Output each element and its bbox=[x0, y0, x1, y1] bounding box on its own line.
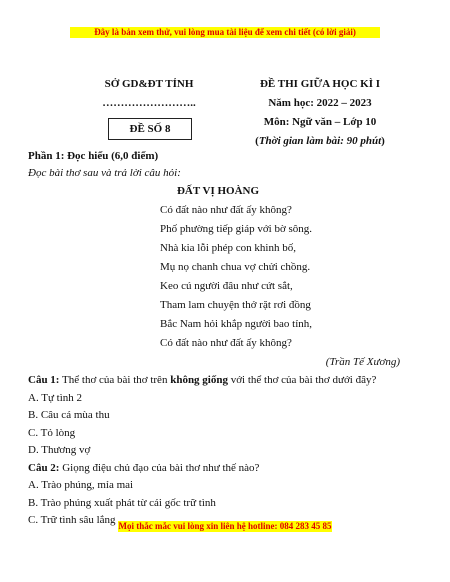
poem-line: Phố phường tiếp giáp với bờ sông. bbox=[160, 223, 313, 235]
q2-option-b: B. Trào phúng xuất phát từ cái gốc trữ tình bbox=[28, 496, 216, 509]
department-name: SỞ GD&ĐT TỈNH bbox=[104, 78, 194, 90]
header-right bbox=[240, 78, 400, 154]
hotline-banner: Mọi thắc mắc vui lòng xin liên hệ hotline: 084 283 45 85 bbox=[118, 521, 332, 531]
poem-author: (Trần Tế Xương) bbox=[325, 356, 400, 368]
part1-title: Phần 1: Đọc hiểu (6,0 điểm) bbox=[28, 150, 159, 162]
question-1: Câu 1: Thể thơ của bài thơ trên không giống với thể thơ của bài thơ dưới đây? bbox=[28, 374, 377, 386]
q1-option-a: A. Tự tình 2 bbox=[28, 391, 83, 404]
exam-code-box: ĐỀ SỐ 8 bbox=[108, 118, 192, 140]
q2-option-c: C. Trữ tình sâu lắng bbox=[28, 514, 116, 526]
q1-option-c: C. Tỏ lòng bbox=[28, 426, 76, 439]
q1-option-b: B. Câu cá mùa thu bbox=[28, 409, 110, 421]
exam-body bbox=[28, 148, 408, 530]
question-2: Câu 2: Giọng điệu chủ đạo của bài thơ như thế nào? bbox=[28, 461, 260, 474]
poem-line: Tham lam chuyện thở rặt rơi đồng bbox=[160, 299, 311, 311]
part1-instruction: Đọc bài thơ sau và trả lời câu hỏi: bbox=[28, 167, 181, 179]
poem-line: Có đất nào như đất ấy không? bbox=[160, 204, 292, 216]
poem bbox=[28, 201, 408, 353]
preview-banner: Đây là bản xem thử, vui lòng mua tài liệu để xem chi tiết (có lời giải) bbox=[70, 27, 380, 38]
poem-line: Keo cú người đâu như cứt sắt, bbox=[160, 280, 293, 292]
header-left bbox=[84, 78, 214, 116]
poem-title: ĐẤT VỊ HOÀNG bbox=[176, 185, 260, 197]
school-year: Năm học: 2022 – 2023 bbox=[268, 97, 372, 109]
exam-time: (Thời gian làm bài: 90 phút) bbox=[255, 135, 385, 147]
poem-line: Mụ nọ chanh chua vợ chửi chồng. bbox=[160, 261, 311, 273]
poem-line: Có đất nào như đất ấy không? bbox=[160, 337, 292, 349]
q2-option-a: A. Trào phúng, mỉa mai bbox=[28, 479, 134, 491]
q1-option-d: D. Thương vợ bbox=[28, 444, 91, 456]
poem-line: Bắc Nam hỏi khắp người bao tỉnh, bbox=[160, 318, 313, 330]
exam-title: ĐỀ THI GIỮA HỌC KÌ I bbox=[259, 78, 381, 90]
department-dots: …………………….. bbox=[102, 97, 196, 109]
poem-line: Nhà kia lỗi phép con khinh bố, bbox=[160, 242, 296, 254]
subject: Môn: Ngữ văn – Lớp 10 bbox=[263, 116, 377, 128]
